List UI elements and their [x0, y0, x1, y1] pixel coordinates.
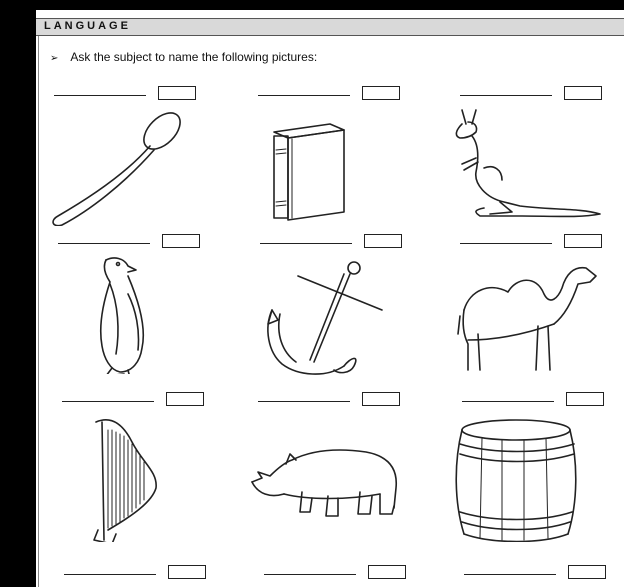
picture-item	[54, 565, 244, 585]
picture-item	[248, 86, 438, 236]
instruction	[50, 50, 317, 64]
picture-item	[450, 234, 624, 384]
anchor-icon	[250, 254, 410, 384]
picture-item	[250, 234, 440, 384]
picture-item	[254, 565, 444, 585]
answer-line[interactable]	[64, 574, 156, 575]
answer-line[interactable]	[62, 401, 154, 402]
score-box[interactable]	[166, 392, 204, 406]
barrel-icon	[452, 412, 602, 542]
score-box[interactable]	[158, 86, 196, 100]
instruction-text: Ask the subject to name the following pictures:	[70, 50, 318, 64]
answer-line[interactable]	[264, 574, 356, 575]
picture-item	[452, 392, 624, 542]
score-box[interactable]	[162, 234, 200, 248]
answer-line[interactable]	[258, 401, 350, 402]
answer-line[interactable]	[462, 401, 554, 402]
picture-item	[248, 392, 438, 542]
penguin-icon	[48, 254, 198, 374]
camel-icon	[450, 254, 610, 384]
answer-line[interactable]	[464, 574, 556, 575]
worksheet-page	[36, 10, 624, 587]
section-title: LANGUAGE	[44, 20, 131, 32]
answer-line[interactable]	[54, 95, 146, 96]
answer-line[interactable]	[460, 243, 552, 244]
score-box[interactable]	[364, 234, 402, 248]
score-box[interactable]	[566, 392, 604, 406]
score-box[interactable]	[362, 86, 400, 100]
picture-item	[52, 392, 242, 542]
section-header	[36, 18, 624, 36]
arrow-bullet-icon: ➢	[50, 53, 59, 64]
picture-item	[450, 86, 624, 236]
spoon-icon	[44, 106, 194, 226]
score-box[interactable]	[564, 86, 602, 100]
answer-line[interactable]	[260, 243, 352, 244]
picture-item	[454, 565, 624, 585]
score-box[interactable]	[168, 565, 206, 579]
harp-icon	[52, 412, 202, 542]
score-box[interactable]	[564, 234, 602, 248]
answer-line[interactable]	[258, 95, 350, 96]
score-box[interactable]	[568, 565, 606, 579]
score-box[interactable]	[368, 565, 406, 579]
answer-line[interactable]	[58, 243, 150, 244]
book-icon	[248, 106, 398, 226]
page-margin-rule	[38, 36, 39, 587]
picture-item	[48, 234, 238, 384]
picture-item	[44, 86, 234, 236]
score-box[interactable]	[362, 392, 400, 406]
kangaroo-icon	[450, 106, 610, 226]
rhinoceros-icon	[248, 412, 418, 532]
answer-line[interactable]	[460, 95, 552, 96]
